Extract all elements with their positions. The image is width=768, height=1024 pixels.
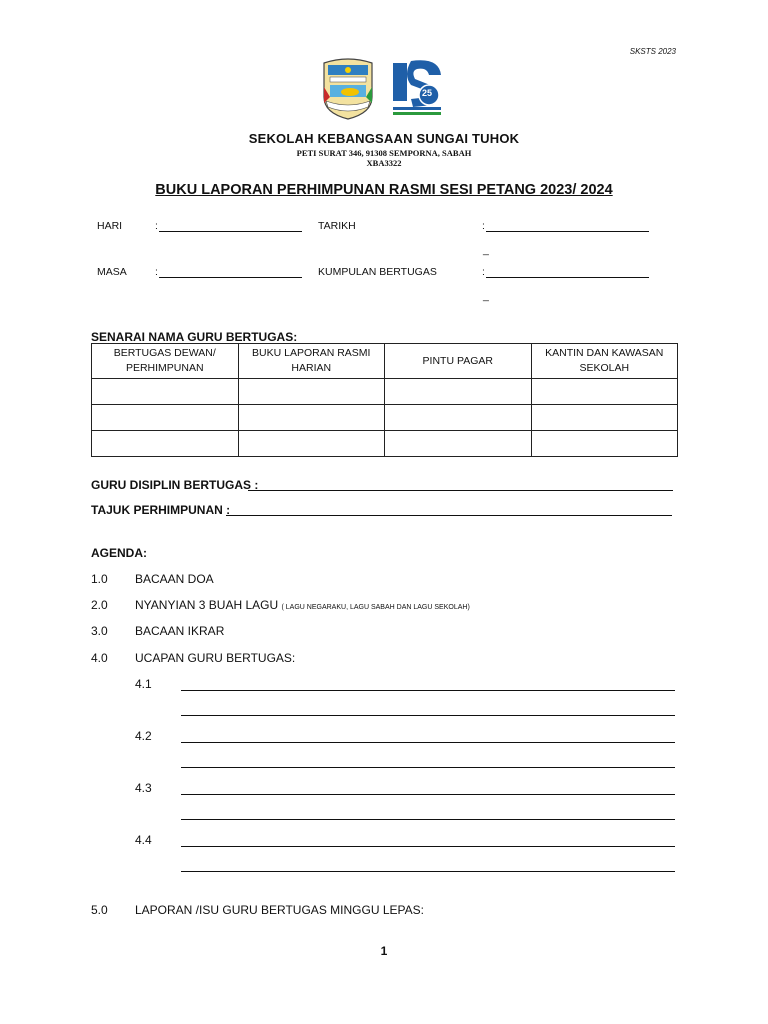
agenda-heading: AGENDA: [91,546,147,560]
col-dewan-header: BERTUGAS DEWAN/ PERHIMPUNAN [92,344,239,379]
col-laporan-header: BUKU LAPORAN RASMI HARIAN [238,344,385,379]
kumpulan-input-line[interactable] [486,277,649,278]
agenda-item-number: 5.0 [91,903,108,917]
kumpulan-overflow-dash: _ [483,290,489,302]
masa-label: MASA [97,266,127,278]
sub-item-number: 4.1 [135,677,152,691]
sub-item-line[interactable] [181,846,675,847]
table-row [92,431,678,457]
tajuk-input-line[interactable] [226,515,672,516]
sub-item-line[interactable] [181,871,675,872]
reference-code: SKSTS 2023 [629,47,676,56]
table-cell[interactable] [531,379,678,405]
sub-item-number: 4.4 [135,833,152,847]
hari-label: HARI [97,220,123,232]
agenda-item-number: 1.0 [91,572,108,586]
document-title: BUKU LAPORAN PERHIMPUNAN RASMI SESI PETANG 2023/ 2024 [155,182,613,198]
sub-item-number: 4.2 [135,729,152,743]
col-kantin-header: KANTIN DAN KAWASAN SEKOLAH [531,344,678,379]
tarikh-overflow-dash: _ [483,244,489,256]
school-name: SEKOLAH KEBANGSAAN SUNGAI TUHOK [248,131,520,146]
page-number: 1 [380,944,388,958]
sub-item-line[interactable] [181,715,675,716]
table-cell[interactable] [92,379,239,405]
school-code: XBA3322 [366,158,402,168]
sub-item-line[interactable] [181,690,675,691]
col-pintu-header: PINTU PAGAR [385,344,532,379]
kumpulan-label: KUMPULAN BERTUGAS [318,266,437,278]
table-row [92,379,678,405]
agenda-item-note: ( LAGU NEGARAKU, LAGU SABAH DAN LAGU SEKOLAH) [281,604,470,611]
agenda-item-text: BACAAN DOA [135,572,214,586]
agenda-item-number: 3.0 [91,624,108,638]
hari-colon: : [155,220,158,232]
sub-item-line[interactable] [181,819,675,820]
sub-item-line[interactable] [181,767,675,768]
agenda-item-text: UCAPAN GURU BERTUGAS: [135,651,296,665]
agenda-item-text: NYANYIAN 3 BUAH LAGU ( LAGU NEGARAKU, LAGU SABAH DAN LAGU SEKOLAH) [135,598,470,612]
agenda-item-text: BACAAN IKRAR [135,624,225,638]
table-cell[interactable] [238,405,385,431]
table-cell[interactable] [531,405,678,431]
table-cell[interactable] [92,405,239,431]
agenda-item-text: LAPORAN /ISU GURU BERTUGAS MINGGU LEPAS: [135,903,424,917]
duty-table [91,343,678,457]
sub-item-number: 4.3 [135,781,152,795]
table-cell[interactable] [531,431,678,457]
school-address: PETI SURAT 346, 91308 SEMPORNA, SABAH [296,148,472,158]
table-cell[interactable] [238,431,385,457]
table-cell[interactable] [92,431,239,457]
sub-item-line[interactable] [181,742,675,743]
sub-item-line[interactable] [181,794,675,795]
guru-disiplin-input-line[interactable] [248,490,673,491]
masa-input-line[interactable] [159,277,302,278]
school-crest-logo [320,57,376,121]
table-cell[interactable] [385,431,532,457]
agenda-item-number: 4.0 [91,651,108,665]
duty-heading: SENARAI NAMA GURU BERTUGAS: [91,330,298,344]
kumpulan-colon: : [482,266,485,278]
guru-disiplin-label: GURU DISIPLIN BERTUGAS : [91,478,259,492]
tarikh-input-line[interactable] [486,231,649,232]
tarikh-label: TARIKH [318,220,356,232]
tarikh-colon: : [482,220,485,232]
anniversary-logo [389,57,445,118]
masa-colon: : [155,266,158,278]
table-cell[interactable] [238,379,385,405]
table-cell[interactable] [385,405,532,431]
duty-header-row [92,344,678,379]
hari-input-line[interactable] [159,231,302,232]
agenda-item-number: 2.0 [91,598,108,612]
logo-number-text: 25 [422,88,433,98]
table-cell[interactable] [385,379,532,405]
table-row [92,405,678,431]
tajuk-label: TAJUK PERHIMPUNAN : [91,503,231,517]
